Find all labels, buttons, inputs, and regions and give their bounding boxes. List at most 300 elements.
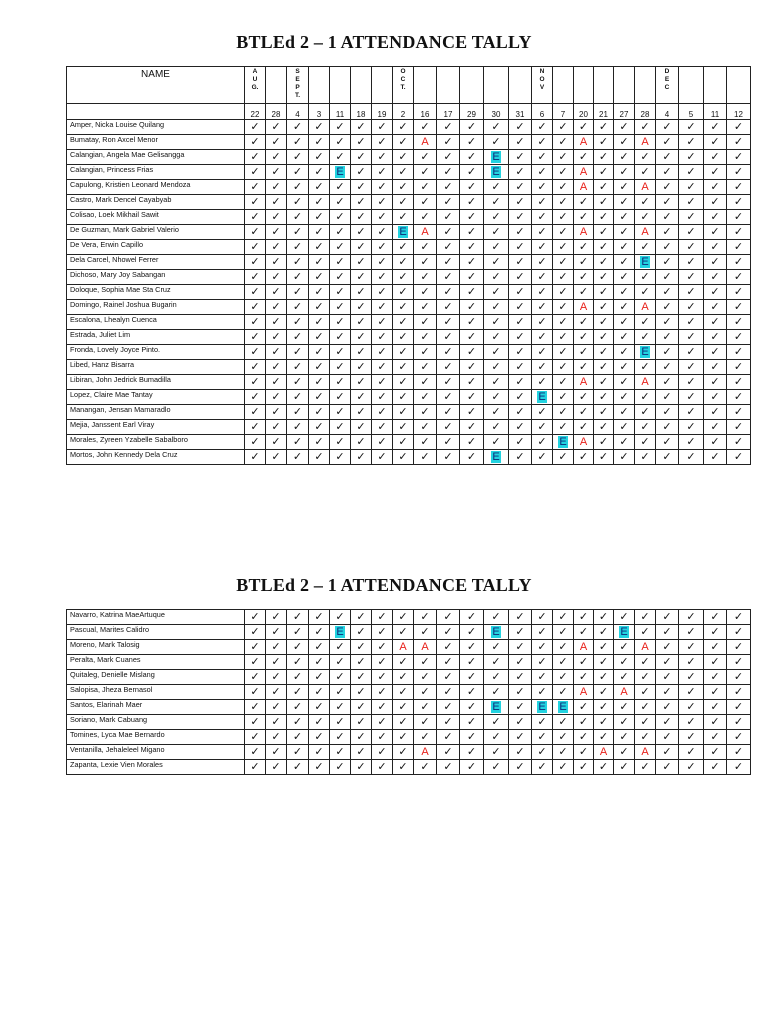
table-row [67, 685, 751, 700]
present-check-icon: ✓ [532, 375, 553, 390]
excused-highlight: E [336, 166, 344, 178]
present-check-icon: ✓ [351, 655, 372, 670]
present-check-icon: ✓ [635, 270, 656, 285]
present-check-icon: ✓ [532, 715, 553, 730]
student-name: Tomines, Lyca Mae Bernardo [67, 730, 245, 745]
present-check-icon: ✓ [704, 240, 727, 255]
present-check-icon: ✓ [509, 375, 532, 390]
present-check-icon: ✓ [553, 120, 574, 135]
present-check-icon: ✓ [309, 730, 330, 745]
table-row [67, 240, 751, 255]
present-check-icon: ✓ [727, 745, 751, 760]
absent-mark: A [635, 180, 656, 195]
present-check-icon: ✓ [437, 700, 460, 715]
present-check-icon: ✓ [484, 745, 509, 760]
present-check-icon: ✓ [635, 760, 656, 775]
present-check-icon: ✓ [679, 405, 704, 420]
present-check-icon: ✓ [679, 120, 704, 135]
present-check-icon: ✓ [351, 345, 372, 360]
present-check-icon: ✓ [372, 150, 393, 165]
present-check-icon: ✓ [309, 195, 330, 210]
present-check-icon: ✓ [594, 165, 614, 180]
day-header-cell: 2 [393, 104, 414, 120]
present-check-icon: ✓ [330, 640, 351, 655]
present-check-icon: ✓ [679, 610, 704, 625]
present-check-icon: ✓ [287, 435, 309, 450]
day-header-cell: 17 [437, 104, 460, 120]
present-check-icon: ✓ [414, 270, 437, 285]
present-check-icon: ✓ [460, 390, 484, 405]
present-check-icon: ✓ [704, 300, 727, 315]
absent-mark: A [414, 135, 437, 150]
present-check-icon: ✓ [553, 405, 574, 420]
present-check-icon: ✓ [309, 745, 330, 760]
present-check-icon: ✓ [635, 420, 656, 435]
present-check-icon: ✓ [393, 315, 414, 330]
present-check-icon: ✓ [532, 405, 553, 420]
present-check-icon: ✓ [460, 730, 484, 745]
day-header-cell: 5 [679, 104, 704, 120]
present-check-icon: ✓ [460, 210, 484, 225]
present-check-icon: ✓ [266, 120, 287, 135]
present-check-icon: ✓ [704, 610, 727, 625]
present-check-icon: ✓ [484, 285, 509, 300]
present-check-icon: ✓ [574, 420, 594, 435]
present-check-icon: ✓ [287, 255, 309, 270]
present-check-icon: ✓ [704, 450, 727, 465]
excused-highlight: E [492, 626, 500, 638]
present-check-icon: ✓ [245, 625, 266, 640]
present-check-icon: ✓ [727, 120, 751, 135]
present-check-icon: ✓ [635, 120, 656, 135]
present-check-icon: ✓ [245, 135, 266, 150]
present-check-icon: ✓ [351, 255, 372, 270]
present-check-icon: ✓ [727, 270, 751, 285]
present-check-icon: ✓ [727, 685, 751, 700]
present-check-icon: ✓ [414, 345, 437, 360]
present-check-icon: ✓ [460, 450, 484, 465]
present-check-icon: ✓ [414, 670, 437, 685]
excused-mark [484, 625, 509, 640]
present-check-icon: ✓ [509, 435, 532, 450]
present-check-icon: ✓ [245, 210, 266, 225]
student-name: Escalona, Lhealyn Cuenca [67, 315, 245, 330]
present-check-icon: ✓ [309, 625, 330, 640]
present-check-icon: ✓ [574, 330, 594, 345]
present-check-icon: ✓ [727, 730, 751, 745]
student-name: Mortos, John Kennedy Dela Cruz [67, 450, 245, 465]
present-check-icon: ✓ [532, 625, 553, 640]
present-check-icon: ✓ [574, 450, 594, 465]
present-check-icon: ✓ [727, 255, 751, 270]
present-check-icon: ✓ [460, 315, 484, 330]
present-check-icon: ✓ [484, 195, 509, 210]
present-check-icon: ✓ [656, 435, 679, 450]
excused-highlight: E [559, 701, 567, 713]
table-row [67, 390, 751, 405]
present-check-icon: ✓ [532, 435, 553, 450]
present-check-icon: ✓ [460, 330, 484, 345]
present-check-icon: ✓ [594, 435, 614, 450]
present-check-icon: ✓ [614, 210, 635, 225]
present-check-icon: ✓ [614, 640, 635, 655]
present-check-icon: ✓ [532, 135, 553, 150]
present-check-icon: ✓ [414, 315, 437, 330]
present-check-icon: ✓ [351, 330, 372, 345]
student-name: Ventanilla, Jehaleleel Migano [67, 745, 245, 760]
present-check-icon: ✓ [635, 700, 656, 715]
present-check-icon: ✓ [484, 135, 509, 150]
present-check-icon: ✓ [245, 240, 266, 255]
present-check-icon: ✓ [656, 715, 679, 730]
present-check-icon: ✓ [330, 655, 351, 670]
present-check-icon: ✓ [245, 315, 266, 330]
present-check-icon: ✓ [245, 270, 266, 285]
present-check-icon: ✓ [727, 360, 751, 375]
present-check-icon: ✓ [679, 330, 704, 345]
absent-mark: A [635, 225, 656, 240]
day-header-cell: 4 [656, 104, 679, 120]
present-check-icon: ✓ [309, 700, 330, 715]
present-check-icon: ✓ [245, 715, 266, 730]
present-check-icon: ✓ [372, 240, 393, 255]
table-row [67, 760, 751, 775]
month-header-cell [594, 67, 614, 104]
table-row [67, 640, 751, 655]
present-check-icon: ✓ [484, 390, 509, 405]
student-name: Morales, Zyreen Yzabelle Sabalboro [67, 435, 245, 450]
table-row [67, 120, 751, 135]
present-check-icon: ✓ [266, 715, 287, 730]
excused-highlight: E [492, 166, 500, 178]
present-check-icon: ✓ [704, 135, 727, 150]
present-check-icon: ✓ [532, 420, 553, 435]
absent-mark: A [574, 180, 594, 195]
present-check-icon: ✓ [372, 745, 393, 760]
present-check-icon: ✓ [509, 330, 532, 345]
present-check-icon: ✓ [437, 640, 460, 655]
table-row [67, 420, 751, 435]
absent-mark: A [414, 640, 437, 655]
present-check-icon: ✓ [372, 420, 393, 435]
present-check-icon: ✓ [614, 670, 635, 685]
present-check-icon: ✓ [727, 285, 751, 300]
present-check-icon: ✓ [393, 390, 414, 405]
present-check-icon: ✓ [245, 150, 266, 165]
table-row [67, 700, 751, 715]
present-check-icon: ✓ [614, 150, 635, 165]
present-check-icon: ✓ [574, 610, 594, 625]
present-check-icon: ✓ [330, 135, 351, 150]
present-check-icon: ✓ [635, 730, 656, 745]
present-check-icon: ✓ [309, 420, 330, 435]
present-check-icon: ✓ [266, 180, 287, 195]
table-row [67, 655, 751, 670]
present-check-icon: ✓ [266, 375, 287, 390]
table-row [67, 405, 751, 420]
present-check-icon: ✓ [372, 435, 393, 450]
present-check-icon: ✓ [266, 270, 287, 285]
present-check-icon: ✓ [656, 300, 679, 315]
present-check-icon: ✓ [532, 315, 553, 330]
present-check-icon: ✓ [351, 120, 372, 135]
present-check-icon: ✓ [553, 150, 574, 165]
excused-highlight: E [336, 626, 344, 638]
present-check-icon: ✓ [679, 315, 704, 330]
present-check-icon: ✓ [553, 255, 574, 270]
present-check-icon: ✓ [372, 700, 393, 715]
month-label: N O V [539, 68, 545, 91]
present-check-icon: ✓ [727, 375, 751, 390]
excused-mark [330, 165, 351, 180]
excused-mark [484, 150, 509, 165]
day-header-cell: 27 [614, 104, 635, 120]
present-check-icon: ✓ [437, 255, 460, 270]
present-check-icon: ✓ [484, 255, 509, 270]
present-check-icon: ✓ [414, 730, 437, 745]
present-check-icon: ✓ [532, 360, 553, 375]
present-check-icon: ✓ [414, 685, 437, 700]
present-check-icon: ✓ [594, 640, 614, 655]
present-check-icon: ✓ [372, 345, 393, 360]
month-header-cell [351, 67, 372, 104]
present-check-icon: ✓ [614, 195, 635, 210]
present-check-icon: ✓ [437, 435, 460, 450]
present-check-icon: ✓ [460, 655, 484, 670]
present-check-icon: ✓ [414, 195, 437, 210]
table-row [67, 255, 751, 270]
present-check-icon: ✓ [656, 285, 679, 300]
day-header-cell: 28 [635, 104, 656, 120]
present-check-icon: ✓ [553, 715, 574, 730]
present-check-icon: ✓ [553, 345, 574, 360]
present-check-icon: ✓ [351, 700, 372, 715]
present-check-icon: ✓ [266, 640, 287, 655]
present-check-icon: ✓ [574, 655, 594, 670]
present-check-icon: ✓ [594, 285, 614, 300]
present-check-icon: ✓ [509, 625, 532, 640]
present-check-icon: ✓ [309, 210, 330, 225]
excused-mark [484, 165, 509, 180]
present-check-icon: ✓ [594, 685, 614, 700]
excused-highlight: E [399, 226, 407, 238]
present-check-icon: ✓ [553, 165, 574, 180]
present-check-icon: ✓ [509, 150, 532, 165]
present-check-icon: ✓ [460, 420, 484, 435]
present-check-icon: ✓ [614, 315, 635, 330]
excused-mark [635, 255, 656, 270]
present-check-icon: ✓ [351, 760, 372, 775]
present-check-icon: ✓ [532, 210, 553, 225]
absent-mark: A [393, 640, 414, 655]
present-check-icon: ✓ [679, 730, 704, 745]
present-check-icon: ✓ [437, 715, 460, 730]
present-check-icon: ✓ [574, 745, 594, 760]
present-check-icon: ✓ [656, 390, 679, 405]
present-check-icon: ✓ [460, 670, 484, 685]
present-check-icon: ✓ [330, 270, 351, 285]
present-check-icon: ✓ [437, 285, 460, 300]
excused-highlight: E [641, 256, 649, 268]
present-check-icon: ✓ [330, 225, 351, 240]
present-check-icon: ✓ [460, 285, 484, 300]
present-check-icon: ✓ [330, 745, 351, 760]
present-check-icon: ✓ [635, 405, 656, 420]
present-check-icon: ✓ [330, 240, 351, 255]
absent-mark: A [635, 640, 656, 655]
present-check-icon: ✓ [266, 625, 287, 640]
present-check-icon: ✓ [372, 375, 393, 390]
student-name: Mejia, Janssent Earl Viray [67, 420, 245, 435]
present-check-icon: ✓ [414, 405, 437, 420]
present-check-icon: ✓ [372, 625, 393, 640]
present-check-icon: ✓ [679, 255, 704, 270]
present-check-icon: ✓ [484, 240, 509, 255]
student-name: Calangian, Angela Mae Gelisangga [67, 150, 245, 165]
present-check-icon: ✓ [245, 450, 266, 465]
present-check-icon: ✓ [414, 655, 437, 670]
present-check-icon: ✓ [484, 270, 509, 285]
present-check-icon: ✓ [245, 300, 266, 315]
present-check-icon: ✓ [484, 315, 509, 330]
present-check-icon: ✓ [727, 180, 751, 195]
present-check-icon: ✓ [372, 450, 393, 465]
present-check-icon: ✓ [635, 390, 656, 405]
present-check-icon: ✓ [330, 150, 351, 165]
present-check-icon: ✓ [393, 135, 414, 150]
excused-highlight: E [559, 436, 567, 448]
present-check-icon: ✓ [266, 210, 287, 225]
present-check-icon: ✓ [245, 610, 266, 625]
present-check-icon: ✓ [704, 270, 727, 285]
present-check-icon: ✓ [287, 285, 309, 300]
present-check-icon: ✓ [656, 420, 679, 435]
present-check-icon: ✓ [351, 670, 372, 685]
absent-mark: A [574, 165, 594, 180]
present-check-icon: ✓ [656, 405, 679, 420]
present-check-icon: ✓ [532, 610, 553, 625]
present-check-icon: ✓ [309, 255, 330, 270]
present-check-icon: ✓ [414, 450, 437, 465]
present-check-icon: ✓ [351, 195, 372, 210]
present-check-icon: ✓ [553, 285, 574, 300]
day-header-cell: 28 [266, 104, 287, 120]
absent-mark: A [574, 375, 594, 390]
present-check-icon: ✓ [614, 655, 635, 670]
present-check-icon: ✓ [679, 450, 704, 465]
present-check-icon: ✓ [574, 405, 594, 420]
excused-highlight: E [641, 346, 649, 358]
present-check-icon: ✓ [594, 420, 614, 435]
present-check-icon: ✓ [414, 150, 437, 165]
present-check-icon: ✓ [330, 420, 351, 435]
present-check-icon: ✓ [351, 745, 372, 760]
present-check-icon: ✓ [414, 360, 437, 375]
present-check-icon: ✓ [266, 195, 287, 210]
present-check-icon: ✓ [287, 345, 309, 360]
present-check-icon: ✓ [532, 345, 553, 360]
present-check-icon: ✓ [727, 225, 751, 240]
present-check-icon: ✓ [574, 150, 594, 165]
present-check-icon: ✓ [437, 195, 460, 210]
student-name: Zapanta, Lexie Vien Morales [67, 760, 245, 775]
student-name: Pascual, Marites Calidro [67, 625, 245, 640]
present-check-icon: ✓ [614, 610, 635, 625]
present-check-icon: ✓ [330, 760, 351, 775]
student-name: Domingo, Rainel Joshua Bugarin [67, 300, 245, 315]
excused-highlight: E [538, 391, 546, 403]
present-check-icon: ✓ [704, 120, 727, 135]
present-check-icon: ✓ [460, 165, 484, 180]
present-check-icon: ✓ [614, 730, 635, 745]
present-check-icon: ✓ [679, 210, 704, 225]
present-check-icon: ✓ [594, 375, 614, 390]
present-check-icon: ✓ [309, 360, 330, 375]
present-check-icon: ✓ [553, 625, 574, 640]
absent-mark: A [574, 135, 594, 150]
excused-mark [393, 225, 414, 240]
present-check-icon: ✓ [594, 450, 614, 465]
present-check-icon: ✓ [704, 670, 727, 685]
present-check-icon: ✓ [484, 210, 509, 225]
present-check-icon: ✓ [553, 315, 574, 330]
present-check-icon: ✓ [509, 300, 532, 315]
present-check-icon: ✓ [635, 285, 656, 300]
present-check-icon: ✓ [727, 435, 751, 450]
present-check-icon: ✓ [635, 610, 656, 625]
present-check-icon: ✓ [594, 405, 614, 420]
present-check-icon: ✓ [727, 300, 751, 315]
present-check-icon: ✓ [287, 655, 309, 670]
present-check-icon: ✓ [614, 760, 635, 775]
month-header-cell [679, 67, 704, 104]
present-check-icon: ✓ [393, 625, 414, 640]
present-check-icon: ✓ [245, 700, 266, 715]
present-check-icon: ✓ [372, 285, 393, 300]
present-check-icon: ✓ [460, 300, 484, 315]
student-name: Bumatay, Ron Axcel Menor [67, 135, 245, 150]
present-check-icon: ✓ [309, 405, 330, 420]
student-name: Moreno, Mark Talosig [67, 640, 245, 655]
present-check-icon: ✓ [656, 625, 679, 640]
present-check-icon: ✓ [266, 435, 287, 450]
student-name: Manangan, Jensan Mamaradlo [67, 405, 245, 420]
present-check-icon: ✓ [351, 405, 372, 420]
present-check-icon: ✓ [484, 610, 509, 625]
student-name: Fronda, Lovely Joyce Pinto. [67, 345, 245, 360]
absent-mark: A [574, 300, 594, 315]
present-check-icon: ✓ [393, 345, 414, 360]
present-check-icon: ✓ [594, 670, 614, 685]
student-name: Peralta, Mark Cuanes [67, 655, 245, 670]
present-check-icon: ✓ [245, 330, 266, 345]
day-header-cell: 19 [372, 104, 393, 120]
present-check-icon: ✓ [372, 760, 393, 775]
present-check-icon: ✓ [656, 330, 679, 345]
present-check-icon: ✓ [509, 285, 532, 300]
present-check-icon: ✓ [393, 285, 414, 300]
present-check-icon: ✓ [437, 405, 460, 420]
present-check-icon: ✓ [553, 390, 574, 405]
present-check-icon: ✓ [309, 240, 330, 255]
excused-mark [553, 700, 574, 715]
present-check-icon: ✓ [635, 315, 656, 330]
present-check-icon: ✓ [727, 315, 751, 330]
present-check-icon: ✓ [437, 760, 460, 775]
table-row [67, 450, 751, 465]
present-check-icon: ✓ [393, 670, 414, 685]
present-check-icon: ✓ [460, 640, 484, 655]
